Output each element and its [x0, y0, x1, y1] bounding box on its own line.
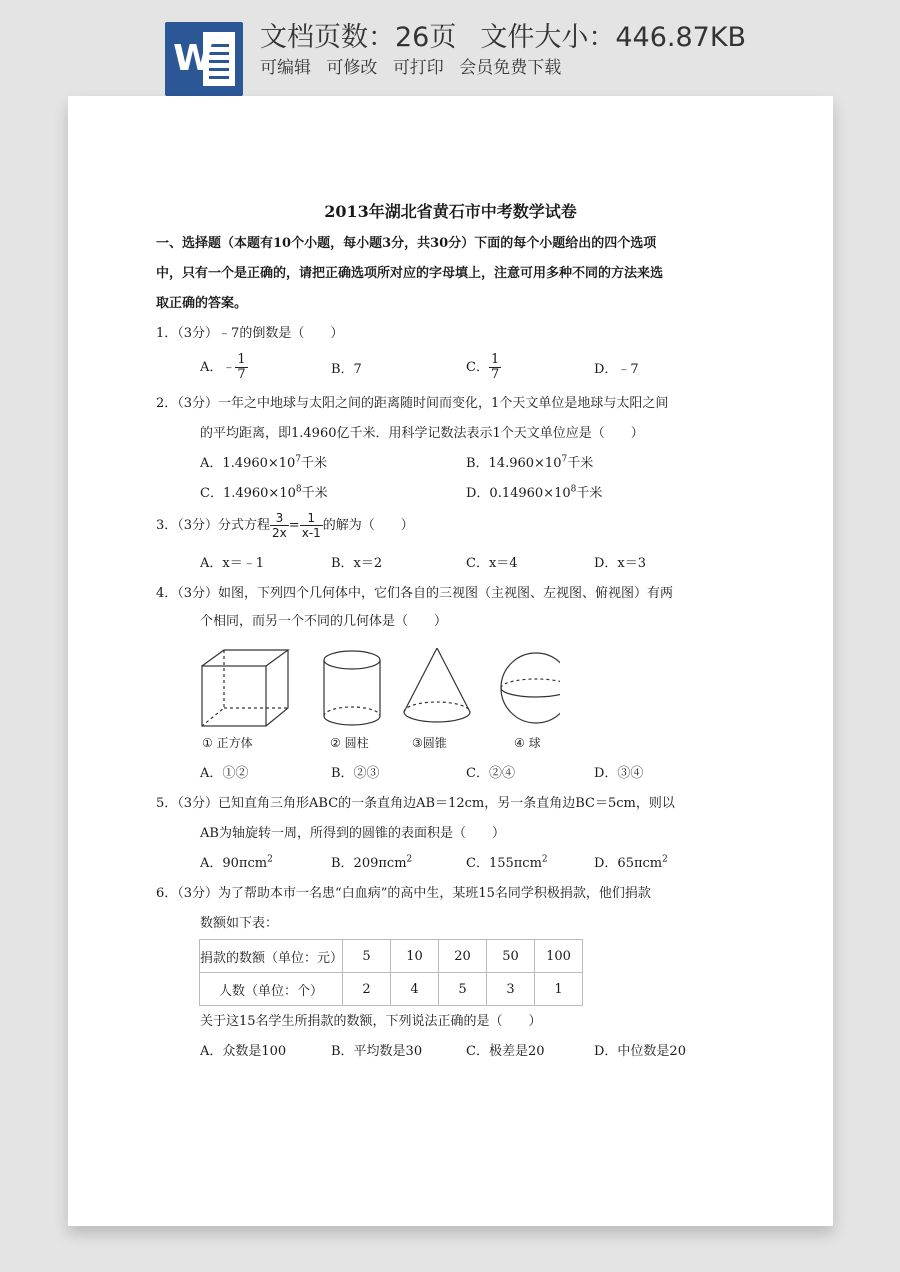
- q6-option-c: C．极差是20: [466, 1044, 545, 1059]
- q5-c-exponent: 2: [541, 854, 548, 865]
- donation-table: [199, 939, 583, 1006]
- q1-a-denominator: 7: [237, 367, 246, 382]
- q1-option-c: [466, 353, 501, 382]
- page-count: 文档页数：26页: [260, 22, 457, 53]
- q3-f1-numerator: 3: [270, 511, 289, 526]
- table-row: [200, 973, 583, 1006]
- table-cell: 100: [535, 940, 583, 973]
- q2-b-base: B．14.960×10: [466, 456, 562, 471]
- q1-stem: 1．（3分）﹣7的倒数是（ ）: [156, 326, 344, 341]
- q2-option-d: [466, 485, 602, 503]
- q1-c-fraction: [489, 353, 501, 382]
- exam-paper-page: [68, 96, 833, 1226]
- q3-suffix: 的解为（ ）: [322, 518, 414, 533]
- q2-line-2: 的平均距离，即1.4960亿千米．用科学记数法表示1个天文单位应是（ ）: [200, 426, 644, 441]
- table-cell: 1: [535, 973, 583, 1006]
- cube-drawing: [202, 650, 288, 726]
- q2-d-base: D．0.14960×10: [466, 486, 571, 501]
- caption-cone: ③圆锥: [412, 736, 447, 750]
- q4-option-d: D．③④: [594, 766, 644, 781]
- q3-prefix: 3．（3分）分式方程: [156, 518, 271, 533]
- q3-option-a: A．x＝﹣1: [200, 556, 264, 571]
- q4-option-a: A．①②: [200, 766, 249, 781]
- q5-line-1: 5．（3分）已知直角三角形ABC的一条直角边AB＝12cm，另一条直角边BC＝5cm，则以: [156, 796, 675, 811]
- q1-a-label: A．﹣: [200, 360, 236, 375]
- q5-a-base: A．90πcm: [200, 856, 268, 871]
- q3-equals: =: [288, 518, 300, 533]
- table-cell: 5: [439, 973, 487, 1006]
- exam-title: 2013年湖北省黄石市中考数学试卷: [324, 202, 577, 221]
- q3-f2-numerator: 1: [300, 511, 323, 526]
- table-cell: 3: [487, 973, 535, 1006]
- table-header-count: 人数（单位：个）: [200, 973, 343, 1006]
- q5-line-2: AB为轴旋转一周，所得到的圆锥的表面积是（ ）: [200, 826, 505, 841]
- q4-option-c: C．②④: [466, 766, 515, 781]
- q2-option-b: [466, 455, 593, 473]
- q6-option-b: B．平均数是30: [331, 1044, 423, 1059]
- q3-option-b: B．x＝2: [331, 556, 383, 571]
- caption-cylinder: ② 圆柱: [330, 736, 369, 750]
- file-size: 文件大小：446.87KB: [480, 22, 747, 53]
- q6-line-2: 数额如下表：: [200, 916, 279, 931]
- q5-b-exponent: 2: [406, 854, 413, 865]
- q2-c-base: C．1.4960×10: [200, 486, 296, 501]
- q1-option-b: B．7: [331, 362, 362, 377]
- q2-line-1: 2．（3分）一年之中地球与太阳之间的距离随时间而变化，1个天文单位是地球与太阳之间: [156, 396, 669, 411]
- q2-b-unit: 千米: [567, 456, 594, 471]
- table-cell: 2: [343, 973, 391, 1006]
- table-cell: 10: [391, 940, 439, 973]
- q4-line-1: 4．（3分）如图，下列四个几何体中，它们各自的三视图（主视图、左视图、俯视图）有两: [156, 586, 674, 601]
- q2-a-unit: 千米: [301, 456, 328, 471]
- q2-a-exponent: 7: [295, 454, 302, 465]
- q2-option-a: [200, 455, 327, 473]
- caption-cube: ① 正方体: [202, 736, 253, 750]
- caption-sphere: ④ 球: [514, 736, 541, 750]
- section-intro-line-1: 一、选择题（本题有10个小题，每小题3分，共30分）下面的每个小题给出的四个选项: [156, 236, 657, 251]
- q6-option-a: A．众数是100: [200, 1044, 287, 1059]
- q5-a-exponent: 2: [267, 854, 273, 865]
- q5-option-a: [200, 855, 273, 873]
- word-icon-letter: W: [173, 38, 213, 79]
- cylinder-drawing: [324, 651, 380, 725]
- q3-f2-denominator: x-1: [301, 526, 321, 540]
- q5-b-base: B．209πcm: [331, 856, 407, 871]
- q2-option-c: [200, 485, 328, 503]
- table-row: [200, 940, 583, 973]
- q6-line-1: 6．（3分）为了帮助本市一名患“白血病”的高中生，某班15名同学积极捐款，他们捐款: [156, 886, 651, 901]
- q1-option-a: [200, 353, 248, 382]
- q2-d-unit: 千米: [576, 486, 603, 501]
- section-intro-line-3: 取正确的答案。: [156, 296, 248, 311]
- q2-c-unit: 千米: [301, 486, 328, 501]
- document-features: [260, 56, 571, 80]
- q2-d-exponent: 8: [570, 484, 577, 495]
- q4-line-2: 个相同，而另一个不同的几何体是（ ）: [200, 614, 448, 629]
- q1-option-d: D．﹣7: [594, 362, 639, 377]
- q6-option-d: D．中位数是20: [594, 1044, 686, 1059]
- q2-c-exponent: 8: [295, 484, 302, 495]
- section-intro-line-2: 中，只有一个是正确的，请把正确选项所对应的字母填上，注意可用多种不同的方法来选: [156, 266, 664, 281]
- cone-drawing: [404, 648, 470, 722]
- table-cell: 50: [487, 940, 535, 973]
- q5-d-base: D．65πcm: [594, 856, 663, 871]
- q1-c-label: C．: [466, 360, 489, 375]
- document-stats: [260, 16, 770, 60]
- q3-fraction-2: [300, 511, 323, 540]
- feature-editable: 可编辑: [260, 58, 311, 78]
- q5-option-c: [466, 855, 548, 873]
- q5-d-exponent: 2: [662, 854, 668, 865]
- table-cell: 5: [343, 940, 391, 973]
- feature-printable: 可打印: [392, 58, 444, 78]
- q5-c-base: C．155πcm: [466, 856, 542, 871]
- word-document-icon: [165, 22, 243, 96]
- table-cell: 20: [439, 940, 487, 973]
- q1-a-fraction: [235, 353, 247, 382]
- q1-c-denominator: 7: [490, 367, 500, 382]
- table-header-amount: 捐款的数额（单位：元）: [200, 940, 343, 973]
- q1-a-numerator: 1: [237, 352, 246, 367]
- q3-f1-denominator: 2x: [272, 526, 287, 540]
- feature-member-download: 会员免费下载: [459, 58, 562, 78]
- q3-option-c: C．x＝4: [466, 556, 518, 571]
- q3-stem: [156, 511, 414, 540]
- q3-option-d: D．x＝3: [594, 556, 647, 571]
- table-cell: 4: [391, 973, 439, 1006]
- q2-a-base: A．1.4960×10: [200, 456, 296, 471]
- sphere-drawing: [501, 653, 560, 723]
- feature-modifiable: 可修改: [326, 58, 378, 78]
- q2-b-exponent: 7: [561, 454, 568, 465]
- q3-fraction-1: [270, 511, 289, 540]
- q5-option-b: [331, 855, 412, 873]
- document-info-banner: [0, 0, 900, 100]
- q4-option-b: B．②③: [331, 766, 380, 781]
- q1-c-numerator: 1: [490, 352, 500, 367]
- q6-line-3: 关于这15名学生所捐款的数额，下列说法正确的是（ ）: [200, 1014, 542, 1029]
- q5-option-d: [594, 855, 668, 873]
- q4-solids-figure: [200, 648, 560, 758]
